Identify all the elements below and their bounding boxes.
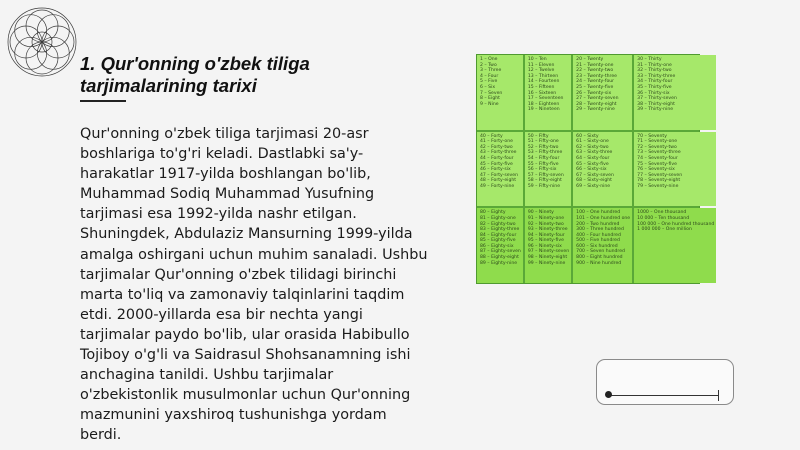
table-cell-line: 57 – Fifty-seven xyxy=(527,172,564,178)
table-cell-line: 27 – Twenty-seven xyxy=(576,96,619,102)
table-cell-line: 60 – Sixty xyxy=(576,133,599,139)
table-cell-line: 93 – Ninety-three xyxy=(527,227,568,233)
table-cell-line: 61 – Sixty-one xyxy=(576,139,609,145)
table-cell-line: 76 – Seventy-six xyxy=(637,167,675,173)
table-cell-line: 66 – Sixty-six xyxy=(576,167,607,173)
table-cell-line: 1 – One xyxy=(480,57,498,62)
table-cell-line: 35 – Thirty-five xyxy=(637,84,672,90)
table-cell-line: 95 – Ninety-five xyxy=(527,238,564,244)
table-cell-line: 7 – Seven xyxy=(480,90,503,96)
table-cell xyxy=(573,55,632,130)
table-cell-line: 500 – Five hundred xyxy=(576,238,620,244)
table-cell-line: 80 – Eighty xyxy=(480,210,506,216)
table-cell-line: 14 – Fourteen xyxy=(527,79,560,85)
table-cell-line: 56 – Fifty-six xyxy=(527,167,557,173)
table-cell xyxy=(573,132,632,207)
table-cell-line: 17 – Seventeen xyxy=(527,96,564,102)
table-cell-line: 16 – Sixteen xyxy=(527,90,557,96)
table-cell-line: 1 000 000 – One million xyxy=(637,227,692,233)
table-cell-line: 55 – Fifty-five xyxy=(527,161,559,167)
table-cell-line: 36 – Thirty-six xyxy=(637,90,670,96)
table-cell-line: 2 – Two xyxy=(480,62,497,68)
table-cell-line: 59 – Fifty-nine xyxy=(527,184,561,189)
table-cell-line: 75 – Seventy-five xyxy=(637,161,677,167)
table-cell-line: 74 – Seventy-four xyxy=(637,156,678,162)
table-cell-line: 34 – Thirty-four xyxy=(637,79,673,85)
table-cell-line: 39 – Thirty-nine xyxy=(637,107,674,113)
table-cell xyxy=(477,132,523,207)
table-cell-line: 29 – Twenty-nine xyxy=(576,107,615,113)
table-cell xyxy=(634,55,716,130)
slider-control[interactable] xyxy=(596,359,734,405)
table-cell-line: 54 – Fifty-four xyxy=(527,156,560,162)
table-cell-line: 63 – Sixty-three xyxy=(576,150,613,156)
table-cell-line: 58 – Fifty-eight xyxy=(527,178,562,184)
table-cell-line: 37 – Thirty-seven xyxy=(637,96,677,102)
table-cell xyxy=(525,132,571,207)
table-cell-line: 82 – Eighty-two xyxy=(480,221,516,227)
table-cell-line: 19 – Nineteen xyxy=(527,107,560,113)
table-cell-line: 33 – Thirty-three xyxy=(637,73,676,79)
table-cell-line: 26 – Twenty-six xyxy=(576,90,612,96)
table-cell xyxy=(477,55,523,130)
table-cell-line: 30 – Thirty xyxy=(637,57,662,62)
table-cell-line: 10 – Ten xyxy=(527,57,547,62)
table-cell-line: 65 – Sixty-five xyxy=(576,161,609,167)
table-cell-line: 84 – Eighty-four xyxy=(480,232,517,238)
table-cell-line: 31 – Thirty-one xyxy=(637,62,672,68)
table-cell-line: 101 – One hundred one xyxy=(576,215,631,221)
title-underline xyxy=(80,100,126,102)
table-cell-line: 300 – Three hundred xyxy=(576,227,624,233)
table-cell-line: 8 – Eight xyxy=(480,96,500,102)
table-cell-line: 28 – Twenty-eight xyxy=(576,101,617,107)
table-cell-line: 700 – Seven hundred xyxy=(576,249,625,255)
table-cell-line: 96 – Ninety-six xyxy=(527,243,562,249)
table-cell-line: 90 – Ninety xyxy=(527,210,554,216)
table-cell-line: 32 – Thirty-two xyxy=(637,68,672,74)
table-cell-line: 72 – Seventy-two xyxy=(637,144,677,150)
table-cell-line: 92 – Ninety-two xyxy=(527,221,564,227)
number-words-table xyxy=(476,54,715,284)
table-cell-line: 71 – Seventy-one xyxy=(637,139,678,145)
table-cell-line: 64 – Sixty-four xyxy=(576,156,610,162)
table-cell-line: 20 – Twenty xyxy=(576,57,604,62)
table-cell xyxy=(525,55,571,130)
table-cell-line: 77 – Seventy-seven xyxy=(637,172,683,178)
table-cell-line: 89 – Eighty-nine xyxy=(480,260,518,266)
table-cell-line: 24 – Twenty-four xyxy=(576,79,615,85)
table-cell-line: 12 – Twelve xyxy=(527,68,555,74)
table-cell-line: 10 000 – Ten thousand xyxy=(637,215,690,221)
table-cell-line: 38 – Thirty-eight xyxy=(637,101,675,107)
table-cell-line: 23 – Twenty-three xyxy=(576,73,617,79)
table-cell-line: 41 – Forty-one xyxy=(480,139,513,145)
table-cell-line: 400 – Four hundred xyxy=(576,232,621,238)
table-cell-line: 97 – Ninety-seven xyxy=(527,249,570,255)
table-cell-line: 44 – Forty-four xyxy=(480,156,514,162)
table-cell-line: 94 – Ninety-four xyxy=(527,232,565,238)
table-cell-line: 99 – Ninety-nine xyxy=(527,260,566,266)
table-cell-line: 15 – Fifteen xyxy=(527,84,555,90)
table-cell-line: 1000 – One thousand xyxy=(637,210,687,216)
table-cell-line: 25 – Twenty-five xyxy=(576,84,614,90)
table-cell-line: 800 – Eight hundred xyxy=(576,255,623,261)
table-cell-line: 67 – Sixty-seven xyxy=(576,172,614,178)
table-cell xyxy=(477,208,523,283)
table-cell-line: 52 – Fifty-two xyxy=(527,144,559,150)
table-cell-line: 45 – Forty-five xyxy=(480,161,513,167)
table-cell-line: 11 – Eleven xyxy=(527,62,555,68)
table-cell-line: 40 – Forty xyxy=(480,133,503,139)
slider-end-marker xyxy=(718,390,719,401)
table-cell-line: 9 – Nine xyxy=(480,101,499,107)
table-cell-line: 100 000 – One hundred thousand xyxy=(637,221,715,227)
table-cell-line: 69 – Sixty-nine xyxy=(576,184,611,189)
table-cell-line: 6 – Six xyxy=(480,84,496,90)
table-cell-line: 98 – Ninety-eight xyxy=(527,255,568,261)
table-cell-line: 47 – Forty-seven xyxy=(480,172,519,178)
table-cell-line: 42 – Forty-two xyxy=(480,144,513,150)
table-cell-line: 5 – Five xyxy=(480,79,498,85)
table-cell-line: 4 – Four xyxy=(480,73,499,79)
table-cell-line: 46 – Forty-six xyxy=(480,167,511,173)
table-cell-line: 21 – Twenty-one xyxy=(576,62,614,68)
table-cell-line: 18 – Eighteen xyxy=(527,101,560,107)
table-cell-line: 62 – Sixty-two xyxy=(576,144,609,150)
slider-handle[interactable] xyxy=(605,391,612,398)
table-cell-line: 81 – Eighty-one xyxy=(480,215,516,221)
table-cell-line: 13 – Thirteen xyxy=(527,73,559,79)
table-cell-line: 91 – Ninety-one xyxy=(527,215,565,221)
table-cell xyxy=(634,208,716,283)
rosette-ornament-icon xyxy=(4,4,80,80)
table-cell-line: 68 – Sixty-eight xyxy=(576,178,612,184)
table-cell-line: 88 – Eighty-eight xyxy=(480,255,519,261)
table-cell-line: 900 – Nine hundred xyxy=(576,260,622,266)
table-cell-line: 49 – Forty-nine xyxy=(480,184,515,189)
table-cell-line: 85 – Eighty-five xyxy=(480,238,516,244)
table-cell xyxy=(525,208,571,283)
table-cell-line: 50 – Fifty xyxy=(527,133,549,139)
table-cell-line: 600 – Six hundred xyxy=(576,243,618,249)
table-cell-line: 87 – Eighty-seven xyxy=(480,249,521,255)
slide-body-text: Qur'onning o'zbek tiliga tarjimasi 20-asr boshlariga to'g'ri keladi. Dastlabki sa'y-harakatlar 1917-yilda boshlangan bo'lib, Muhammad Sodiq Muhammad Yusufning tarjimasi esa 1992-yilda nashr etilgan. Shuningdek, Abdulaziz Mansurning 1999-yilda amalga oshirgani uchun muhim sanaladi. Ushbu tarjimalar Qur'onning o'zbek tilidagi birinchi marta to'liq va zamonaviy talqinlarini taqdim etdi. 2000-yillarda esa bir nechta yangi tarjimalar paydo bo'lib, ular orasida Habibullo Tojiboy o'g'li va Saidrasul Shohsanamning ishi anchagina tanildi. Ushbu tarjimalar o'zbekistonlik musulmonlar uchun Qur'onning mazmunini yaxshiroq tushunishga yordam berdi. xyxy=(80,126,428,444)
table-cell xyxy=(634,132,716,207)
table-cell-line: 22 – Twenty-two xyxy=(576,68,614,74)
table-cell-line: 83 – Eighty-three xyxy=(480,227,520,233)
table-cell-line: 200 – Two hundred xyxy=(576,221,620,227)
table-cell-line: 51 – Fifty-one xyxy=(527,139,559,145)
table-cell-line: 48 – Forty-eight xyxy=(480,178,517,184)
table-cell-line: 43 – Forty-three xyxy=(480,150,517,156)
table-cell-line: 100 – One hundred xyxy=(576,210,621,216)
table-cell-line: 53 – Fifty-three xyxy=(527,150,563,156)
table-cell-line: 70 – Seventy xyxy=(637,133,667,139)
table-cell-line: 73 – Seventy-three xyxy=(637,150,681,156)
table-cell-line: 3 – Three xyxy=(480,68,502,74)
table-cell-line: 79 – Seventy-nine xyxy=(637,184,679,189)
slider-track[interactable] xyxy=(609,395,719,396)
table-cell xyxy=(573,208,632,283)
table-cell-line: 86 – Eighty-six xyxy=(480,243,514,249)
slide-title: 1. Qur'onning o'zbek tiliga tarjimalarining tarixi xyxy=(80,53,310,96)
table-cell-line: 78 – Seventy-eight xyxy=(637,178,681,184)
